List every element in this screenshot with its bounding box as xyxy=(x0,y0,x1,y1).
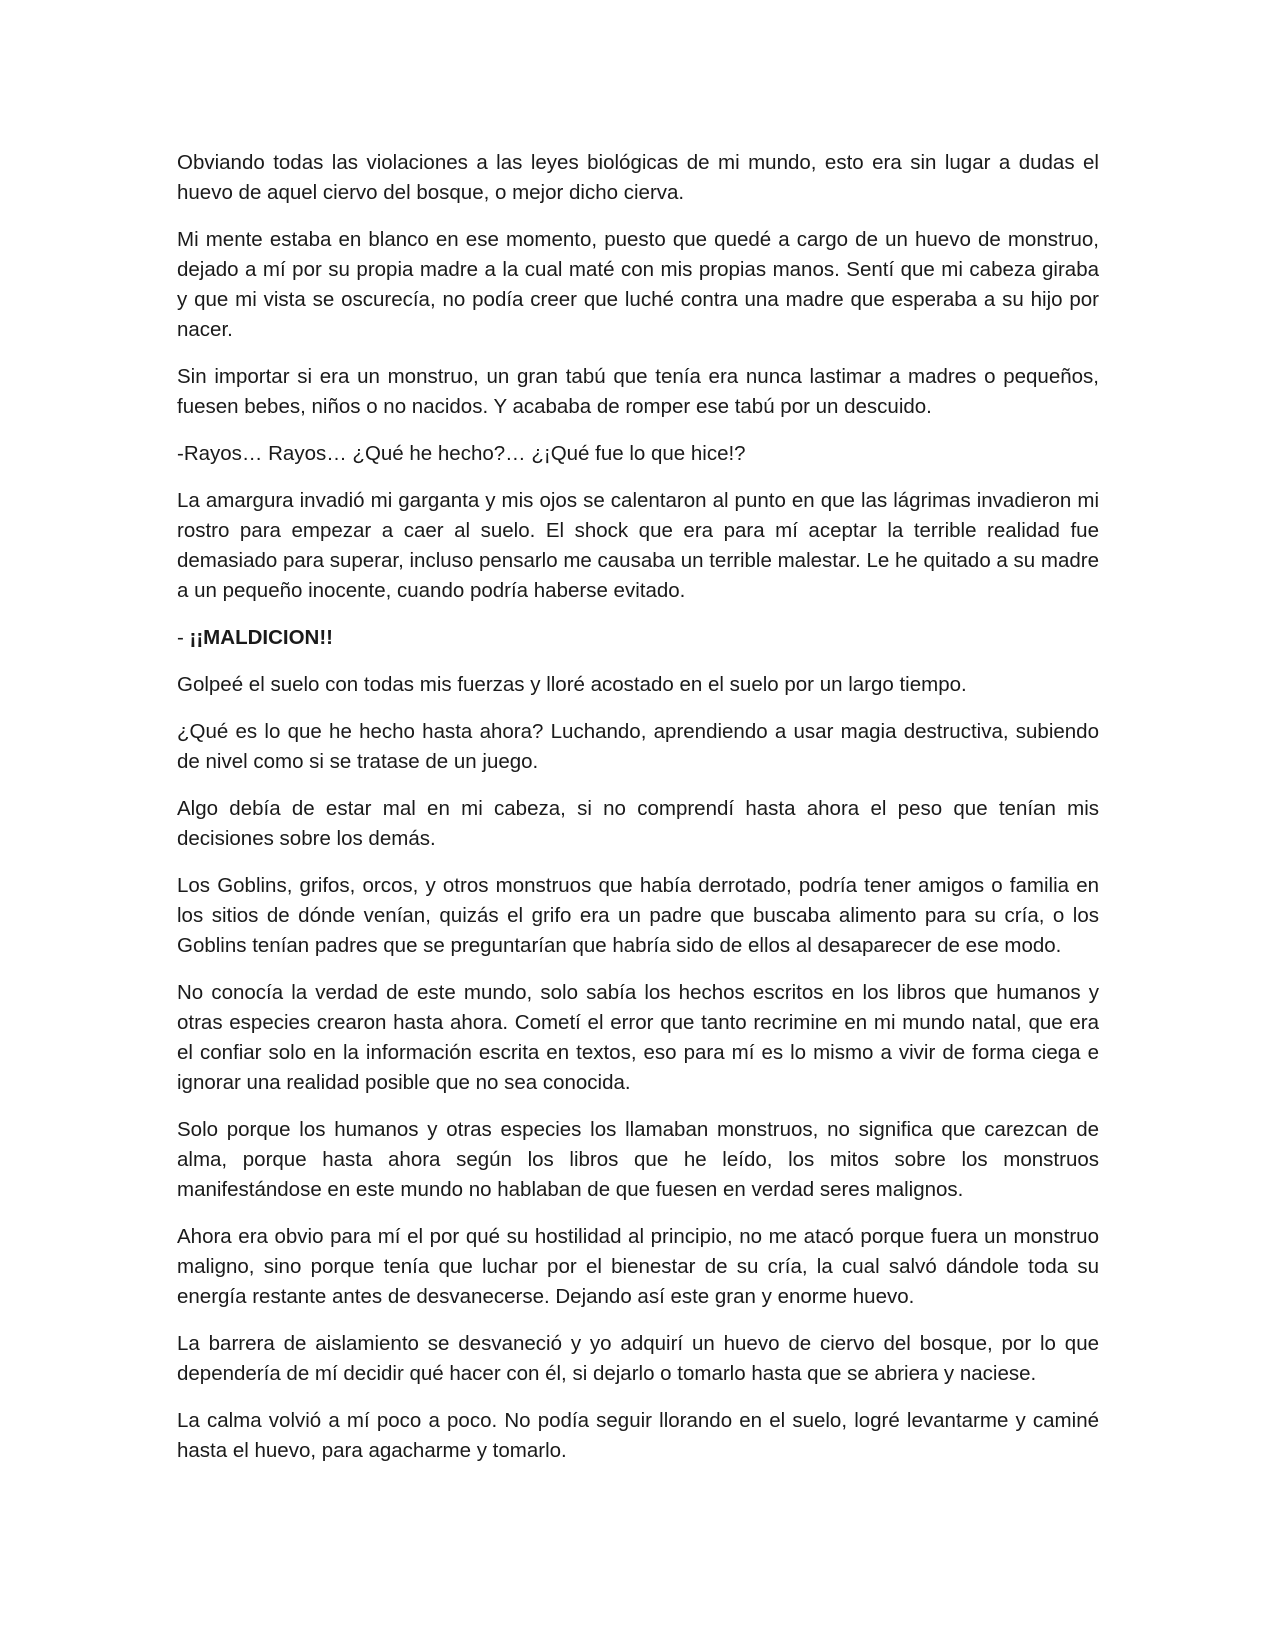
paragraph: Los Goblins, grifos, orcos, y otros monstruos que había derrotado, podría tener amigos o familia en los sitios de dónde venían, quizás el grifo era un padre que buscaba alimento para su cría, o los Goblins tenían padres que se preguntarían que habría sido de ellos al desaparecer de ese modo. xyxy=(177,874,1099,957)
exclamation-line xyxy=(177,623,1099,653)
paragraph: Solo porque los humanos y otras especies los llamaban monstruos, no significa que carezcan de alma, porque hasta ahora según los libros que he leído, los mitos sobre los monstruos manifestándose en este mundo no hablaban de que fuesen en verdad seres malignos. xyxy=(177,1118,1099,1201)
document-body xyxy=(177,148,1099,1483)
exclamation-dash: - xyxy=(177,626,190,649)
dialogue-line: -Rayos… Rayos… ¿Qué he hecho?… ¿¡Qué fue lo que hice!? xyxy=(177,442,746,465)
paragraph: Obviando todas las violaciones a las leyes biológicas de mi mundo, esto era sin lugar a dudas el huevo de aquel ciervo del bosque, o mejor dicho cierva. xyxy=(177,151,1099,204)
paragraph: La amargura invadió mi garganta y mis ojos se calentaron al punto en que las lágrimas invadieron mi rostro para empezar a caer al suelo. El shock que era para mí aceptar la terrible realidad fue demasiado para superar, incluso pensarlo me causaba un terrible malestar. Le he quitado a su madre a un pequeño inocente, cuando podría haberse evitado. xyxy=(177,489,1099,602)
paragraph: La barrera de aislamiento se desvaneció y yo adquirí un huevo de ciervo del bosque, por lo que dependería de mí decidir qué hacer con él, si dejarlo o tomarlo hasta que se abriera y naciese. xyxy=(177,1332,1099,1385)
paragraph: Golpeé el suelo con todas mis fuerzas y lloré acostado en el suelo por un largo tiempo. xyxy=(177,673,967,696)
paragraph: Sin importar si era un monstruo, un gran tabú que tenía era nunca lastimar a madres o pequeños, fuesen bebes, niños o no nacidos. Y acababa de romper ese tabú por un descuido. xyxy=(177,365,1099,418)
exclamation-text: ¡¡MALDICION!! xyxy=(189,626,333,649)
paragraph: No conocía la verdad de este mundo, solo sabía los hechos escritos en los libros que humanos y otras especies crearon hasta ahora. Cometí el error que tanto recrimine en mi mundo natal, que era el confiar solo en la información escrita en textos, eso para mí es lo mismo a vivir de forma ciega e ignorar una realidad posible que no sea conocida. xyxy=(177,981,1099,1094)
paragraph: Mi mente estaba en blanco en ese momento, puesto que quedé a cargo de un huevo de monstruo, dejado a mí por su propia madre a la cual maté con mis propias manos. Sentí que mi cabeza giraba y que mi vista se oscurecía, no podía creer que luché contra una madre que esperaba a su hijo por nacer. xyxy=(177,228,1099,341)
paragraph: Algo debía de estar mal en mi cabeza, si no comprendí hasta ahora el peso que tenían mis decisiones sobre los demás. xyxy=(177,797,1099,850)
paragraph: La calma volvió a mí poco a poco. No podía seguir llorando en el suelo, logré levantarme y caminé hasta el huevo, para agacharme y tomarlo. xyxy=(177,1409,1099,1462)
paragraph: ¿Qué es lo que he hecho hasta ahora? Luchando, aprendiendo a usar magia destructiva, subiendo de nivel como si se tratase de un juego. xyxy=(177,720,1099,773)
paragraph: Ahora era obvio para mí el por qué su hostilidad al principio, no me atacó porque fuera un monstruo maligno, sino porque tenía que luchar por el bienestar de su cría, la cual salvó dándole toda su energía restante antes de desvanecerse. Dejando así este gran y enorme huevo. xyxy=(177,1225,1099,1308)
